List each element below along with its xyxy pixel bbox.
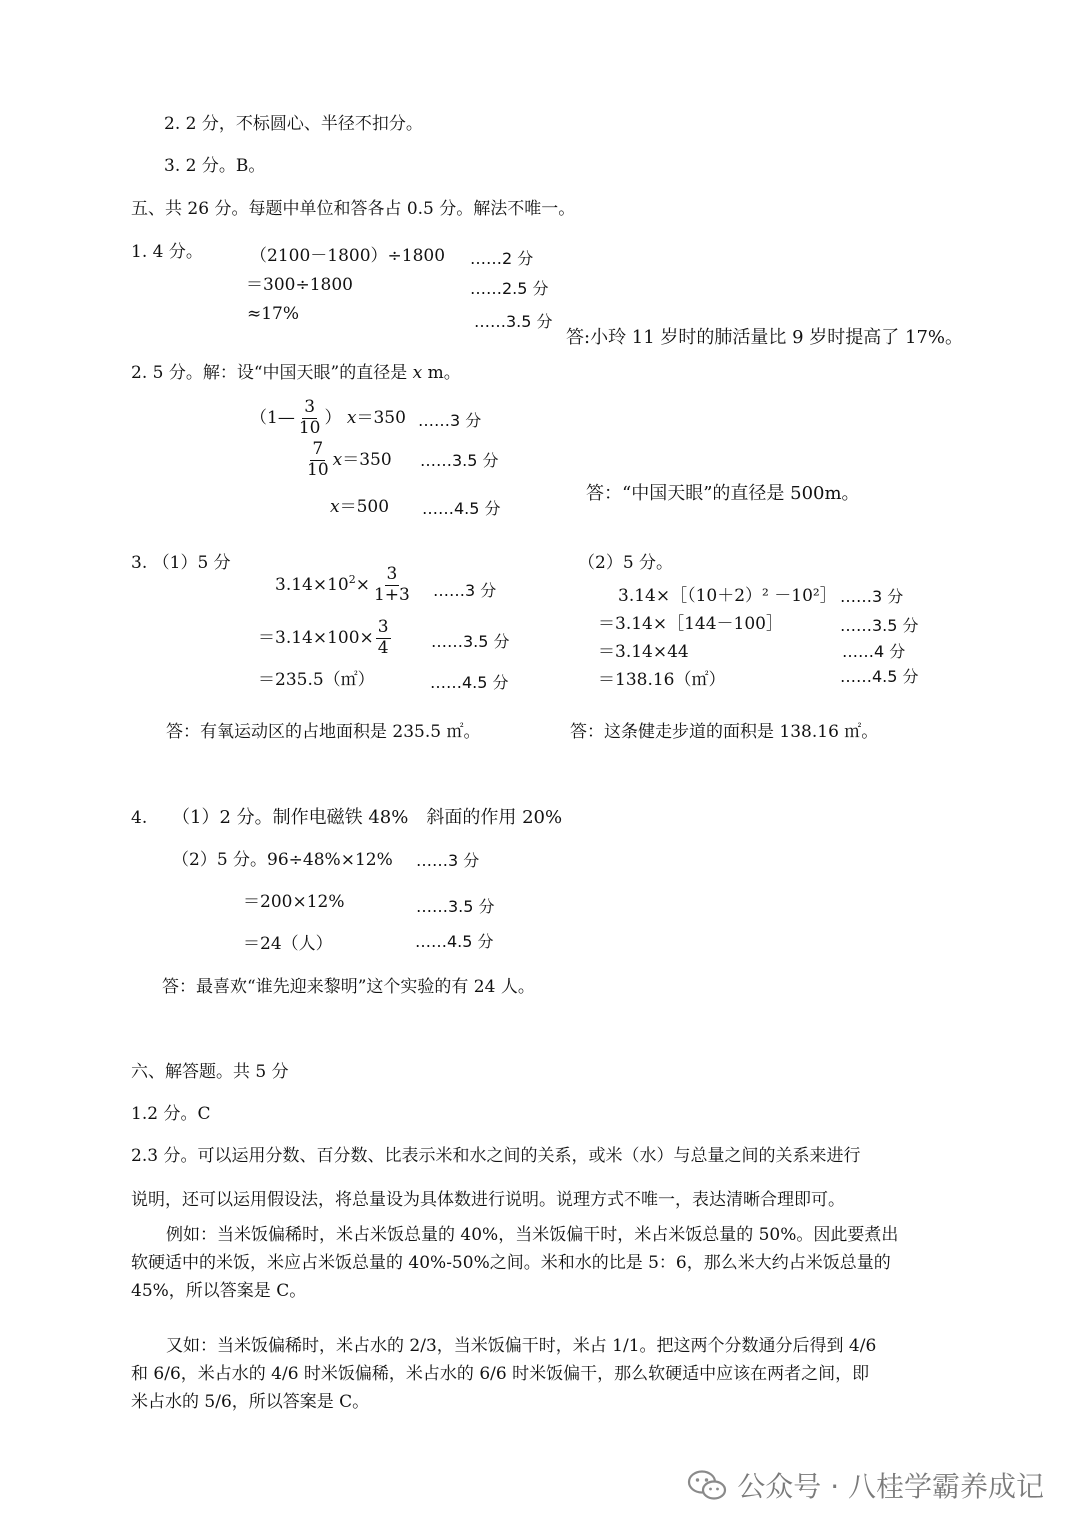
q4-part2-label: （2）5 分。96÷48%×12% — [172, 850, 393, 870]
q4-line2: ＝200×12% — [243, 892, 345, 912]
fraction-numerator: 3 — [304, 397, 316, 417]
q3b-line3: ＝3.14×44 — [598, 642, 689, 662]
q3b-line4: ＝138.16（㎡） — [598, 670, 726, 690]
q3a-answer: 答：有氧运动区的占地面积是 235.5 ㎡。 — [166, 722, 481, 742]
q2-l3-var: x — [330, 497, 340, 517]
q1-line1: （2100－1800）÷1800 — [250, 246, 446, 266]
section-5-header: 五、共 26 分。每题中单位和答各占 0.5 分。解法不唯一。 — [131, 199, 576, 219]
q2-l1-var: x — [346, 407, 357, 428]
s4-q3: 3. 2 分。B。 — [164, 156, 266, 176]
q1-points-3: ……3.5 分 — [474, 312, 553, 331]
s6-example1-line3: 45%，所以答案是 C。 — [131, 1281, 307, 1301]
fraction-denominator: 10 — [298, 417, 321, 438]
s6-q1: 1.2 分。C — [131, 1104, 211, 1124]
q2-l1-eq: ＝350 — [356, 407, 406, 428]
fraction-denominator: 1+3 — [373, 584, 410, 605]
fraction-7-10 — [305, 441, 331, 480]
q3b-points-4: ……4.5 分 — [840, 667, 919, 686]
fraction-numerator: 7 — [312, 439, 324, 459]
q2-answer: 答：“中国天眼”的直径是 500m。 — [586, 483, 860, 504]
q4-part1: （1）2 分。制作电磁铁 48% 斜面的作用 20% — [172, 807, 563, 828]
q1-line2: ＝300÷1800 — [246, 275, 353, 295]
q3a-l2-pre: ＝3.14×100× — [258, 627, 374, 648]
q3a-l1-sup: 2 — [348, 573, 356, 587]
s6-example1-line1: 例如：当米饭偏稀时，米占米饭总量的 40%，当米饭偏干时，米占米饭总量的 50%。因此要煮出 — [166, 1225, 899, 1245]
q4-points-3: ……4.5 分 — [415, 932, 494, 951]
q2-l1-post: ） — [324, 407, 342, 428]
q2-unit: m。 — [427, 363, 461, 383]
q2-eq-line1 — [250, 399, 406, 438]
s6-q2-line2: 说明，还可以运用假设法，将总量设为具体数进行说明。说理方式不唯一，表达清晰合理即可。 — [131, 1190, 845, 1210]
q2-l3-eq: ＝500 — [339, 497, 390, 517]
q3b-points-1: ……3 分 — [840, 587, 904, 606]
q3a-l1-mid: × — [355, 574, 370, 595]
s4-q2: 2. 2 分，不标圆心、半径不扣分。 — [164, 114, 423, 134]
fraction-3-over-1plus3 — [372, 566, 412, 605]
s6-example2-line3: 米占水的 5/6，所以答案是 C。 — [131, 1392, 370, 1412]
q4-answer: 答：最喜欢“谁先迎来黎明”这个实验的有 24 人。 — [162, 977, 535, 997]
q3a-points-3: ……4.5 分 — [430, 673, 509, 692]
q2-label-text: 2. 5 分。解：设“中国天眼”的直径是 — [131, 363, 408, 383]
q3b-answer: 答：这条健走步道的面积是 138.16 ㎡。 — [570, 722, 879, 742]
q2-label — [131, 363, 461, 383]
fraction-denominator: 10 — [307, 459, 329, 480]
q2-l1-pre: （1— — [250, 407, 295, 428]
q1-line3: ≈17% — [247, 304, 300, 324]
q3-label: 3. （1）5 分 — [131, 553, 231, 573]
q3b-line1: 3.14×［（10＋2）² －10²］ — [618, 586, 837, 606]
q2-l2-eq: ＝350 — [342, 449, 392, 470]
q3a-line3: ＝235.5（㎡） — [258, 670, 375, 690]
fraction-numerator: 3 — [386, 564, 398, 584]
s6-q2-line1: 2.3 分。可以运用分数、百分数、比表示米和水之间的关系，或米（水）与总量之间的关系来进行 — [131, 1146, 861, 1166]
q4-points-2: ……3.5 分 — [416, 897, 495, 916]
q4-label: 4. — [131, 808, 148, 828]
q3a-points-1: ……3 分 — [433, 581, 497, 600]
fraction-numerator: 3 — [377, 617, 389, 637]
q4-points-1: ……3 分 — [416, 851, 480, 870]
q3b-points-3: ……4 分 — [842, 642, 906, 661]
wechat-icon — [687, 1469, 727, 1501]
q2-points-3: ……4.5 分 — [422, 499, 501, 518]
q3b-points-2: ……3.5 分 — [840, 616, 919, 635]
s6-example2-line1: 又如：当米饭偏稀时，米占水的 2/3，当米饭偏干时，米占 1/1。把这两个分数通分后得到 4/6 — [166, 1336, 877, 1356]
q2-eq-line3 — [330, 497, 389, 517]
q2-points-1: ……3 分 — [418, 411, 482, 430]
section-6-header: 六、解答题。共 5 分 — [131, 1062, 289, 1082]
q2-l2-var: x — [332, 449, 343, 470]
watermark — [687, 1465, 1044, 1505]
q3a-l1-pre: 3.14×10 — [275, 574, 349, 595]
s6-example2-line2: 和 6/6，米占水的 4/6 时米饭偏稀，米占水的 6/6 时米饭偏干，那么软硬适中应该在两者之间，即 — [131, 1364, 870, 1384]
fraction-denominator: 4 — [377, 637, 389, 658]
q1-points-2: ……2.5 分 — [470, 279, 549, 298]
q2-variable: x — [412, 363, 423, 383]
fraction-3-4 — [376, 619, 391, 658]
q4-line3: ＝24（人） — [243, 934, 333, 954]
q2-points-2: ……3.5 分 — [420, 451, 499, 470]
q3a-line2 — [258, 619, 393, 658]
q3a-line1 — [275, 566, 414, 605]
q1-points-1: ……2 分 — [470, 249, 534, 268]
watermark-text: 公众号 · 八桂学霸养成记 — [737, 1470, 1044, 1503]
q3a-points-2: ……3.5 分 — [431, 632, 510, 651]
fraction-3-10 — [297, 399, 323, 438]
q1-answer: 答:小玲 11 岁时的肺活量比 9 岁时提高了 17%。 — [566, 327, 964, 348]
q1-label: 1. 4 分。 — [131, 242, 203, 262]
s6-example1-line2: 软硬适中的米饭，米应占米饭总量的 40%-50%之间。米和水的比是 5：6，那么米大约占米饭总量的 — [131, 1253, 891, 1273]
q3b-label: （2）5 分。 — [578, 553, 674, 573]
q3b-line2: ＝3.14×［144－100］ — [598, 614, 783, 634]
q2-eq-line2 — [303, 441, 392, 480]
